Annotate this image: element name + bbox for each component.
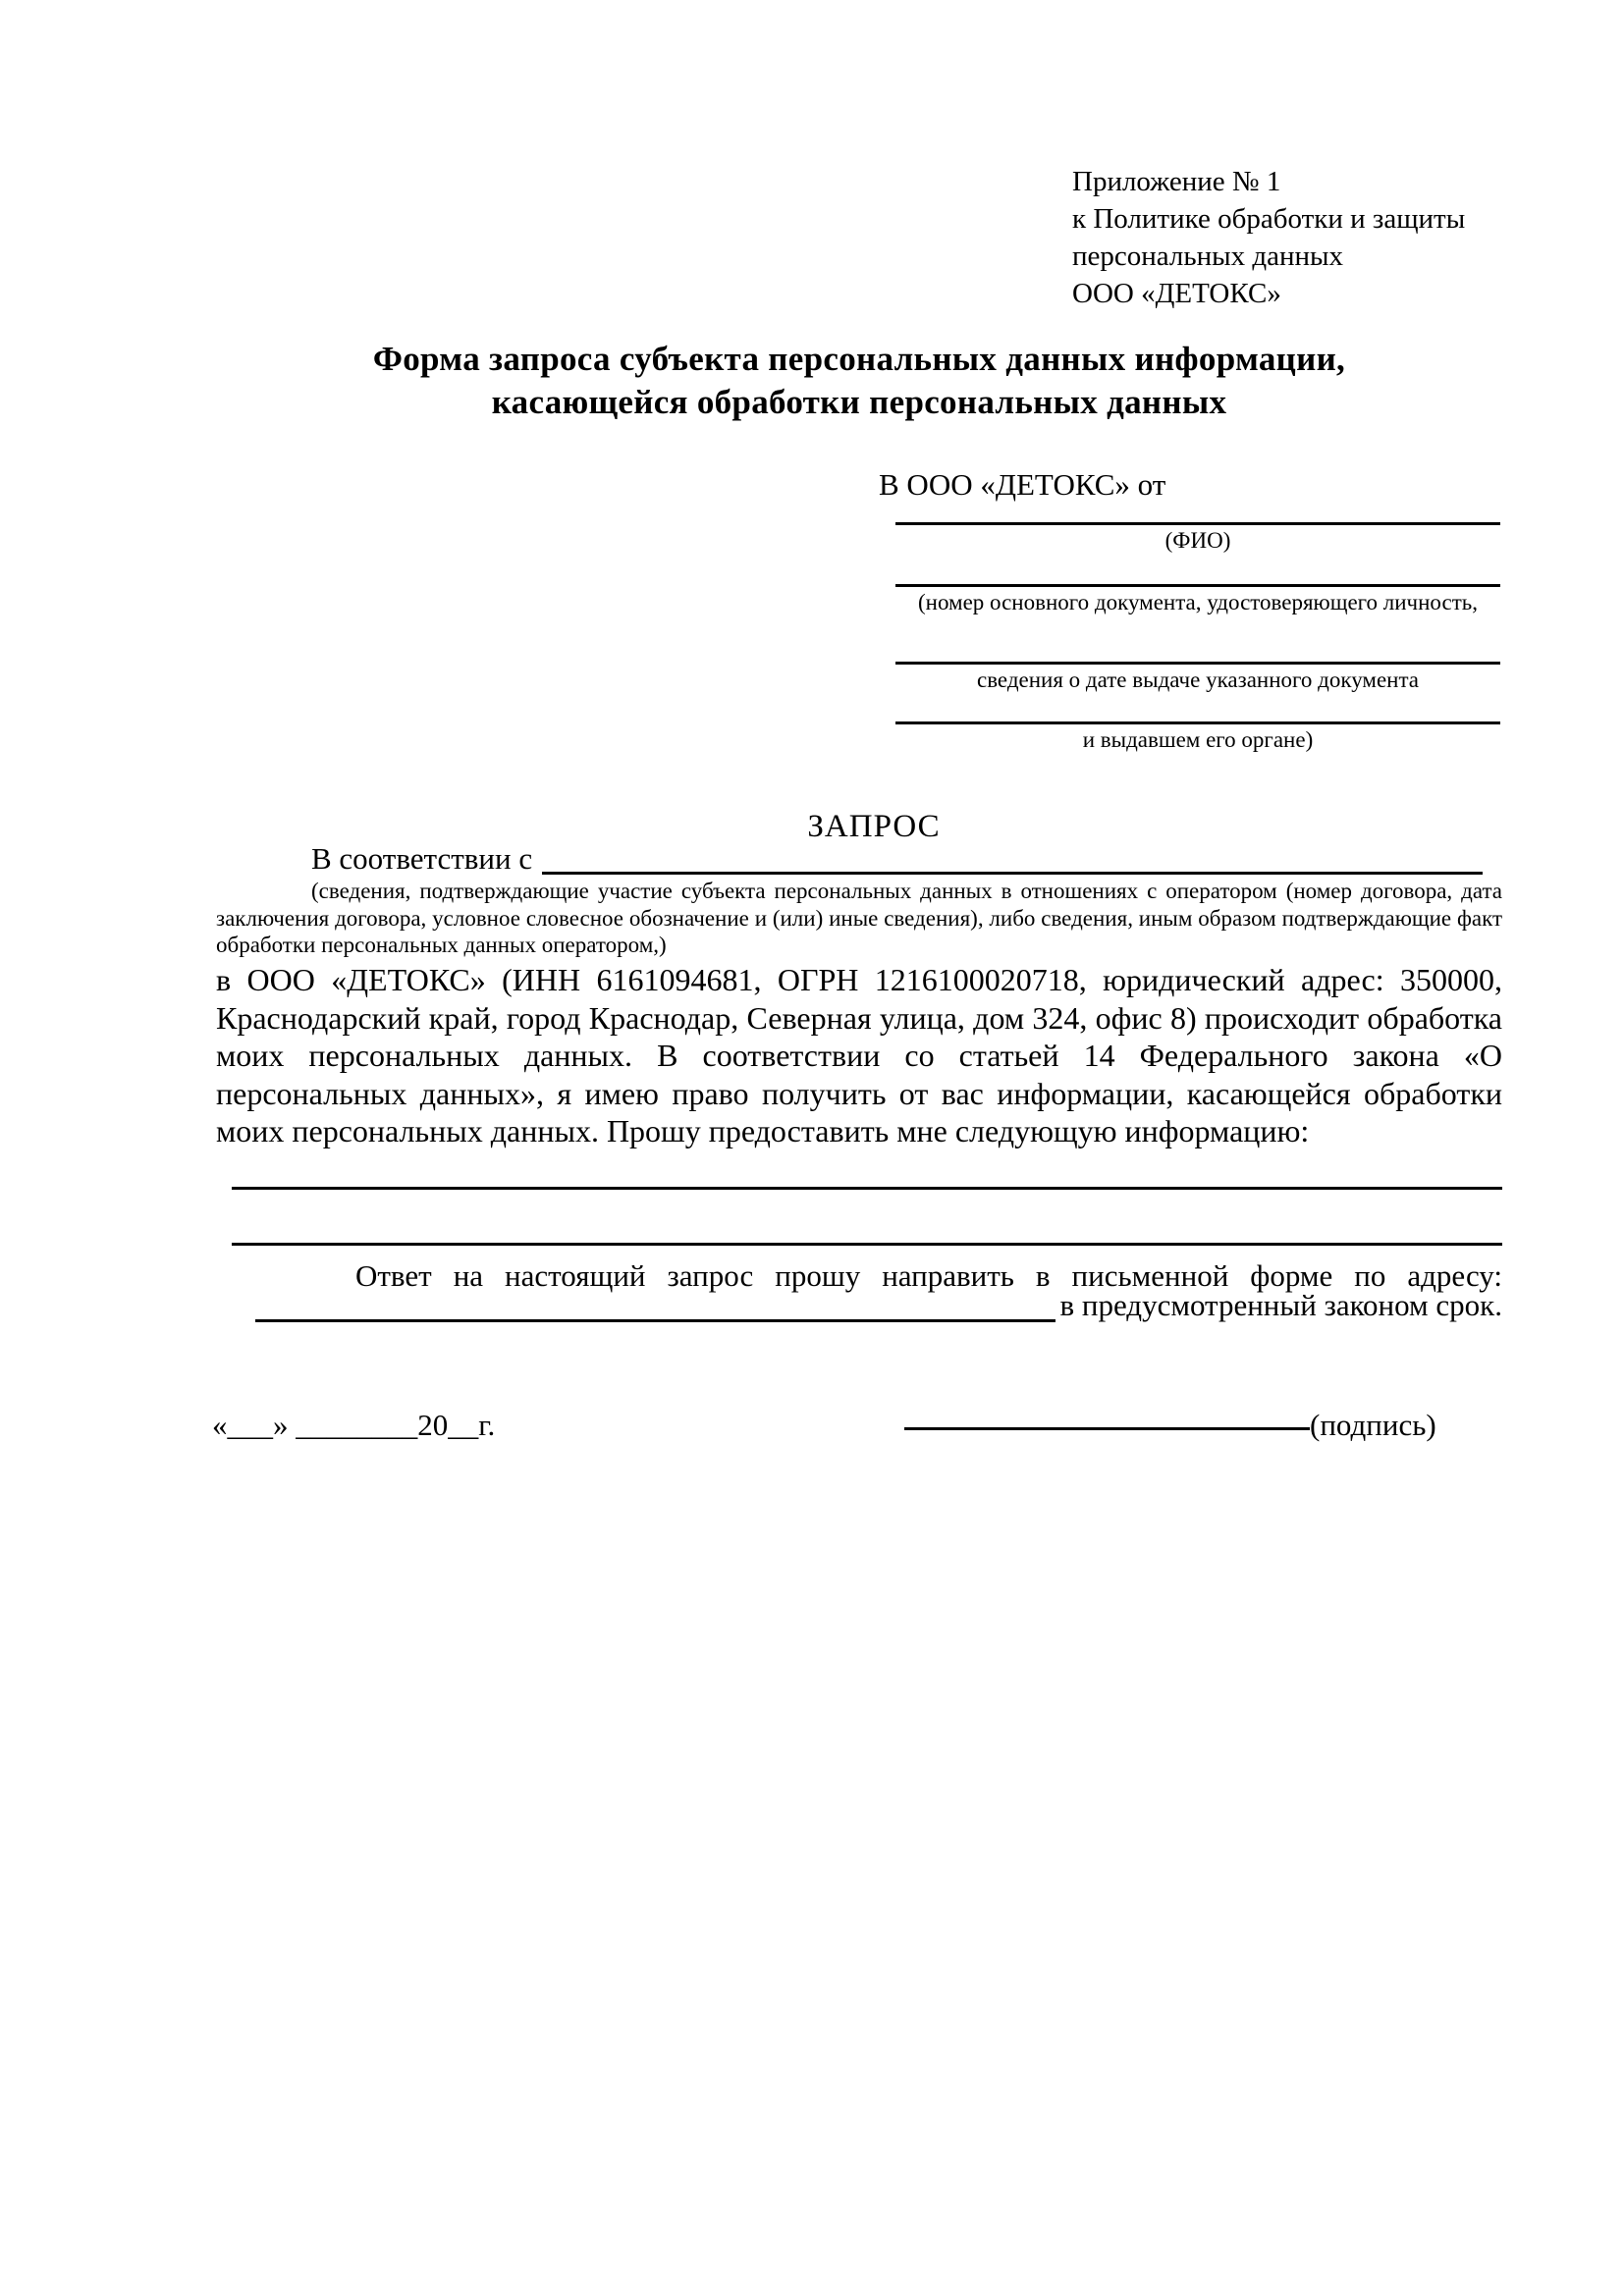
date-blank-line: «___» ________20__г. [212, 1408, 496, 1442]
addressee-to-line: В ООО «ДЕТОКС» от [879, 467, 1166, 502]
basis-footnote: (сведения, подтверждающие участие субъекта персональных данных в отношениях с оператором (номер договора, дата заключения договора, условное словесное обозначение и (или) иные сведения), либо сведения, иным образом подтверждающие факт обработки персональных данных оператором,) [216, 879, 1502, 957]
request-body-paragraph: в ООО «ДЕТОКС» (ИНН 6161094681, ОГРН 1216100020718, юридический адрес: 350000, Краснодарский край, город Краснодар, Северная улица, дом 324, офис 8) происходит обработка моих персональных данных. В соответствии со статьей 14 Федерального закона «О персональных данных», я имею право получить от вас информации, касающейся обработки моих персональных данных. Прошу предоставить мне следующую информацию: [216, 962, 1502, 1148]
issue-date-blank-line [895, 662, 1500, 665]
addressee-block [879, 467, 1500, 772]
reply-term-text: в предусмотренный законом срок. [1059, 1288, 1502, 1322]
document-number-blank-line [895, 584, 1500, 587]
basis-label: В соответствии с [311, 841, 533, 876]
annex-line-1: Приложение № 1 [1072, 166, 1281, 197]
issuer-caption: и выдавшем его органе) [1082, 727, 1314, 752]
fio-blank-line [895, 522, 1500, 525]
issue-date-caption: сведения о дате выдаче указанного документа [976, 667, 1420, 692]
reply-address-row [216, 1288, 1502, 1323]
document-title-line-1: Форма запроса субъекта персональных данных информации, [372, 340, 1346, 378]
fio-caption: (ФИО) [1164, 528, 1231, 553]
annex-line-3: персональных данных [1072, 240, 1344, 272]
signature-caption: (подпись) [1310, 1408, 1436, 1442]
issuer-blank-line [895, 721, 1500, 724]
reply-address-blank-line [255, 1319, 1056, 1322]
basis-line [216, 839, 1502, 877]
signature-blank-line [904, 1401, 1310, 1430]
document-title [216, 338, 1502, 424]
requested-info-blank-line-1 [232, 1187, 1502, 1190]
request-heading: ЗАПРОС [807, 809, 941, 844]
basis-blank-line [542, 872, 1483, 875]
document-title-line-2: касающейся обработки персональных данных [491, 383, 1227, 421]
annex-line-2: к Политике обработки и защиты [1072, 203, 1466, 235]
annex-line-4: ООО «ДЕТОКС» [1072, 278, 1281, 309]
reply-instruction-line: Ответ на настоящий запрос прошу направить в письменной форме по адресу: [355, 1258, 1502, 1293]
annex-header [1072, 163, 1465, 312]
document-number-caption: (номер основного документа, удостоверяющего личность, [917, 590, 1478, 614]
requested-info-blank-line-2 [232, 1243, 1502, 1246]
